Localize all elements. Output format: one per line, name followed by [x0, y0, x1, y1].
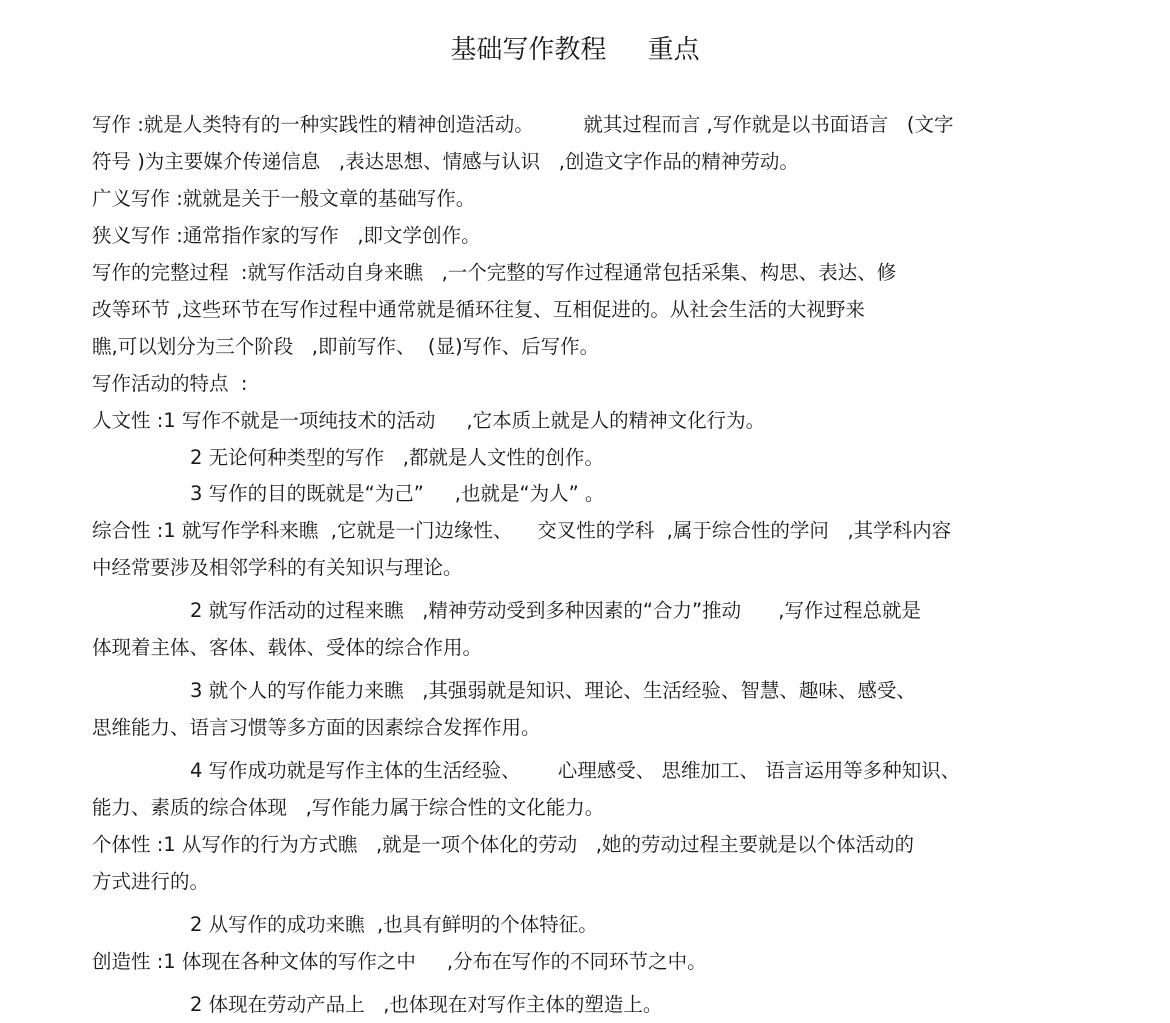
- paragraph-line: 写作活动的特点 :: [92, 372, 248, 395]
- paragraph-line: 广义写作 :就就是关于一般文章的基础写作。: [92, 187, 476, 210]
- paragraph-line: 3 就个人的写作能力来瞧 ,其强弱就是知识、理论、生活经验、智慧、趣味、感受、: [190, 679, 916, 702]
- paragraph-line: 能力、素质的综合体现 ,写作能力属于综合性的文化能力。: [92, 796, 605, 819]
- paragraph-line: 2 就写作活动的过程来瞧 ,精神劳动受到多种因素的“合力”推动 ,写作过程总就是: [190, 599, 921, 622]
- paragraph-line: 狭义写作 :通常指作家的写作 ,即文学创作。: [92, 224, 481, 247]
- paragraph-line: 2 从写作的成功来瞧 ,也具有鲜明的个体特征。: [190, 913, 598, 936]
- paragraph-line: 瞧,可以划分为三个阶段 ,即前写作、 (显)写作、后写作。: [92, 335, 600, 358]
- paragraph-line: 写作 :就是人类特有的一种实践性的精神创造活动。 就其过程而言 ,写作就是以书面语言 (文字: [92, 113, 954, 136]
- paragraph-line: 2 体现在劳动产品上 ,也体现在对写作主体的塑造上。: [190, 993, 663, 1016]
- paragraph-line: 创造性 :1 体现在各种文体的写作之中 ,分布在写作的不同环节之中。: [92, 950, 707, 973]
- paragraph-line: 个体性 :1 从写作的行为方式瞧 ,就是一项个体化的劳动 ,她的劳动过程主要就是以个体活动的: [92, 833, 914, 856]
- paragraph-line: 方式进行的。: [92, 870, 210, 893]
- paragraph-line: 写作的完整过程 :就写作活动自身来瞧 ,一个完整的写作过程通常包括采集、构思、表达、修: [92, 261, 897, 284]
- paragraph-line: 综合性 :1 就写作学科来瞧 ,它就是一门边缘性、 交叉性的学科 ,属于综合性的学问 ,其学科内容: [92, 519, 952, 542]
- paragraph-line: 符号 )为主要媒介传递信息 ,表达思想、情感与认识 ,创造文字作品的精神劳动。: [92, 150, 799, 173]
- document-title: 基础写作教程 重点: [450, 35, 700, 65]
- paragraph-line: 3 写作的目的既就是“为己” ,也就是“为人” 。: [190, 482, 605, 505]
- paragraph-line: 中经常要涉及相邻学科的有关知识与理论。: [92, 556, 463, 579]
- paragraph-line: 4 写作成功就是写作主体的生活经验、 心理感受、 思维加工、 语言运用等多种知识、: [190, 759, 961, 782]
- paragraph-line: 改等环节 ,这些环节在写作过程中通常就是循环往复、互相促进的。从社会生活的大视野来: [92, 298, 865, 321]
- paragraph-line: 2 无论何种类型的写作 ,都就是人文性的创作。: [190, 446, 604, 469]
- document-body: [92, 106, 1092, 1023]
- paragraph-line: 体现着主体、客体、载体、受体的综合作用。: [92, 636, 483, 659]
- paragraph-line: 思维能力、语言习惯等多方面的因素综合发挥作用。: [92, 716, 541, 739]
- paragraph-line: 人文性 :1 写作不就是一项纯技术的活动 ,它本质上就是人的精神文化行为。: [92, 409, 766, 432]
